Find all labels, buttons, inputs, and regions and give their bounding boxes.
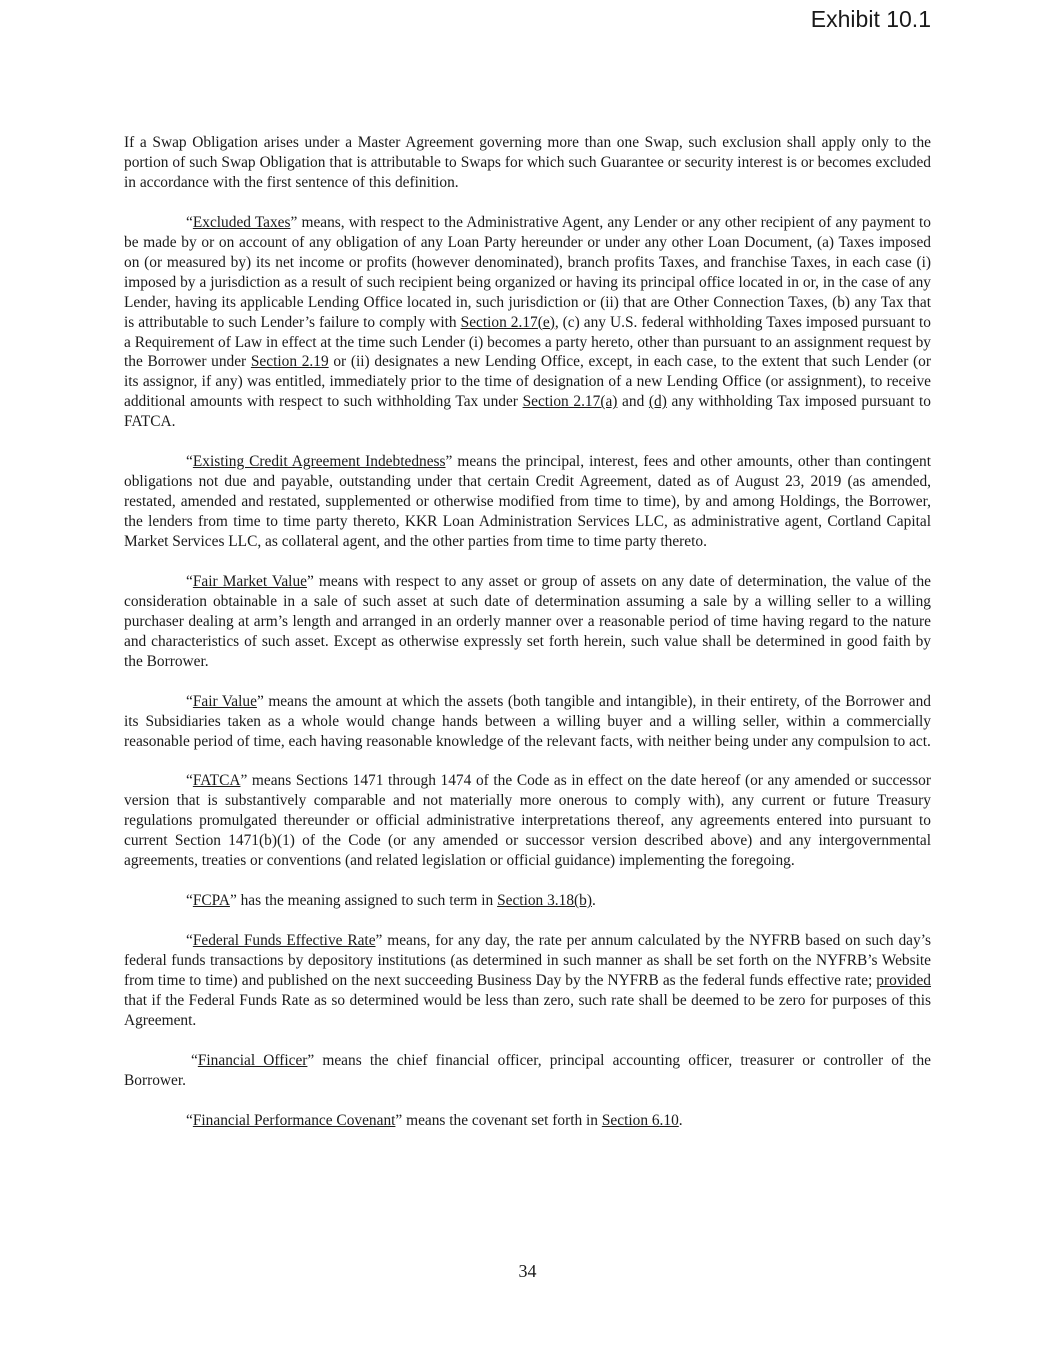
defined-term: Financial Officer (197, 1051, 308, 1069)
section-reference: Section 2.17(a) (522, 393, 618, 411)
defined-term: Fair Value (192, 692, 257, 710)
proviso-term: provided (876, 971, 931, 989)
defined-term: Federal Funds Effective Rate (192, 932, 376, 950)
definition-fair-market-value: “Fair Market Value” means with respect to any asset or group of assets on any date of determination, the value of the consideration obtainable in a sale of such asset at such date of determination assuming a sale by a willing seller to a willing purchaser dealing at arm’s length and arranged in an orderly manner over a reasonable period of time having regard to the nature and characteristics of such asset. Except as otherwise expressly set forth herein, such value shall be determined in good faith by the Borrower. (124, 572, 932, 670)
swap-obligation-paragraph (124, 133, 931, 193)
defined-term: Existing Credit Agreement Indebtedness (192, 453, 446, 471)
definition-fatca: “FATCA” means Sections 1471 through 1474 of the Code as in effect on the date hereof (or any amended or successor version that is substantively comparable and not materially more onerous to comply with), any current or future Treasury regulations promulgated thereunder or official administrative interpretations thereof, any agreements entered into pursuant to current Section 1471(b)(1) of the Code (or any amended or successor version described above) and any intergovernmental agreements, treaties or conventions (and related legislation or official guidance) implementing the foregoing. (124, 772, 931, 870)
section-reference: Section 6.10 (601, 1111, 679, 1129)
section-reference: Section 3.18(b) (497, 892, 592, 910)
section-reference: Section 2.17(e) (460, 313, 555, 331)
definition-federal-funds-effective-rate: “Federal Funds Effective Rate” means, for any day, the rate per annum calculated by the NYFRB based on such day’s federal funds transactions by depository institutions (as determined in such manner as shall be set forth on the NYFRB’s Website from time to time) and published on the next succeeding Business Day by the NYFRB as the federal funds effective rate; provided that if the Federal Funds Rate as so determined would be less than zero, such rate shall be deemed to be zero for purposes of this Agreement. (124, 932, 931, 1029)
paragraph-text: If a Swap Obligation arises under a Master Agreement governing more than one Swap, such exclusion shall apply only to the portion of such Swap Obligation that is attributable to Swaps for which such Guarantee or security interest is or becomes excluded in accordance with the first sentence of this definition. (124, 134, 931, 191)
document-body (124, 133, 931, 1150)
definition-excluded-taxes: “Excluded Taxes” means, with respect to the Administrative Agent, any Lender or any other recipient of any payment to be made by or on account of any obligation of any Loan Party hereunder or under any other Loan Document, (a) Taxes imposed on (or measured by) its net income or profits (however denominated), branch profits Taxes, and franchise Taxes, in each case (i) imposed by a jurisdiction as a result of such recipient being organized or having its principal office located in or, in the case of any Lender, having its applicable Lending Office located in, such jurisdiction or (ii) that are Other Connection Taxes, (b) any Tax that is attributable to such Lender’s failure to comply with Section 2.17(e), (c) any U.S. federal withholding Taxes imposed pursuant to a Requirement of Law in effect at the time such Lender (i) becomes a party hereto, other than pursuant to an assignment request by the Borrower under Section 2.19 or (ii) designates a new Lending Office, except, in each case, to the extent that such Lender (or its assignor, if any) was entitled, immediately prior to the time of designation of a new Lending Office (or assignment), to receive additional amounts with respect to such withholding Tax under Section 2.17(a) and (d) any withholding Tax imposed pursuant to FATCA. (124, 213, 931, 431)
defined-term: Financial Performance Covenant (192, 1111, 396, 1129)
definition-existing-credit-agreement-indebtedness: “Existing Credit Agreement Indebtedness” means the principal, interest, fees and other amounts, other than contingent obligations not due and payable, outstanding under that certain Credit Agreement, dated as of August 23, 2019 (as amended, restated, amended and restated, supplemented or otherwise modified from time to time), by and among Holdings, the Borrower, the lenders from time to time party thereto, KKR Loan Administration Services LLC, as administrative agent, Cortland Capital Market Services LLC, as collateral agent, and the other parties from time to time party thereto. (124, 453, 931, 551)
definition-fcpa: “FCPA” has the meaning assigned to such term in Section 3.18(b). (186, 892, 596, 910)
section-reference: Section 2.19 (250, 353, 329, 371)
definition-financial-officer: “Financial Officer” means the chief financial officer, principal accounting officer, treasurer or controller of the Borrower. (124, 1051, 931, 1089)
definition-fair-value: “Fair Value” means the amount at which the assets (both tangible and intangible), in their entirety, of the Borrower and its Subsidiaries taken as a whole would change hands between a willing buyer and a willing seller, within a commercially reasonable period of time, each having reasonable knowledge of the relevant facts, with neither being under any compulsion to act. (124, 692, 931, 750)
definition-financial-performance-covenant: “Financial Performance Covenant” means the covenant set forth in Section 6.10. (186, 1111, 683, 1129)
defined-term: FCPA (192, 892, 230, 910)
defined-term: Fair Market Value (192, 572, 307, 590)
defined-term: FATCA (192, 772, 241, 790)
page-number: 34 (518, 1261, 537, 1281)
defined-term: Excluded Taxes (192, 213, 291, 231)
exhibit-label: Exhibit 10.1 (810, 6, 931, 32)
section-reference: (d) (648, 393, 667, 411)
